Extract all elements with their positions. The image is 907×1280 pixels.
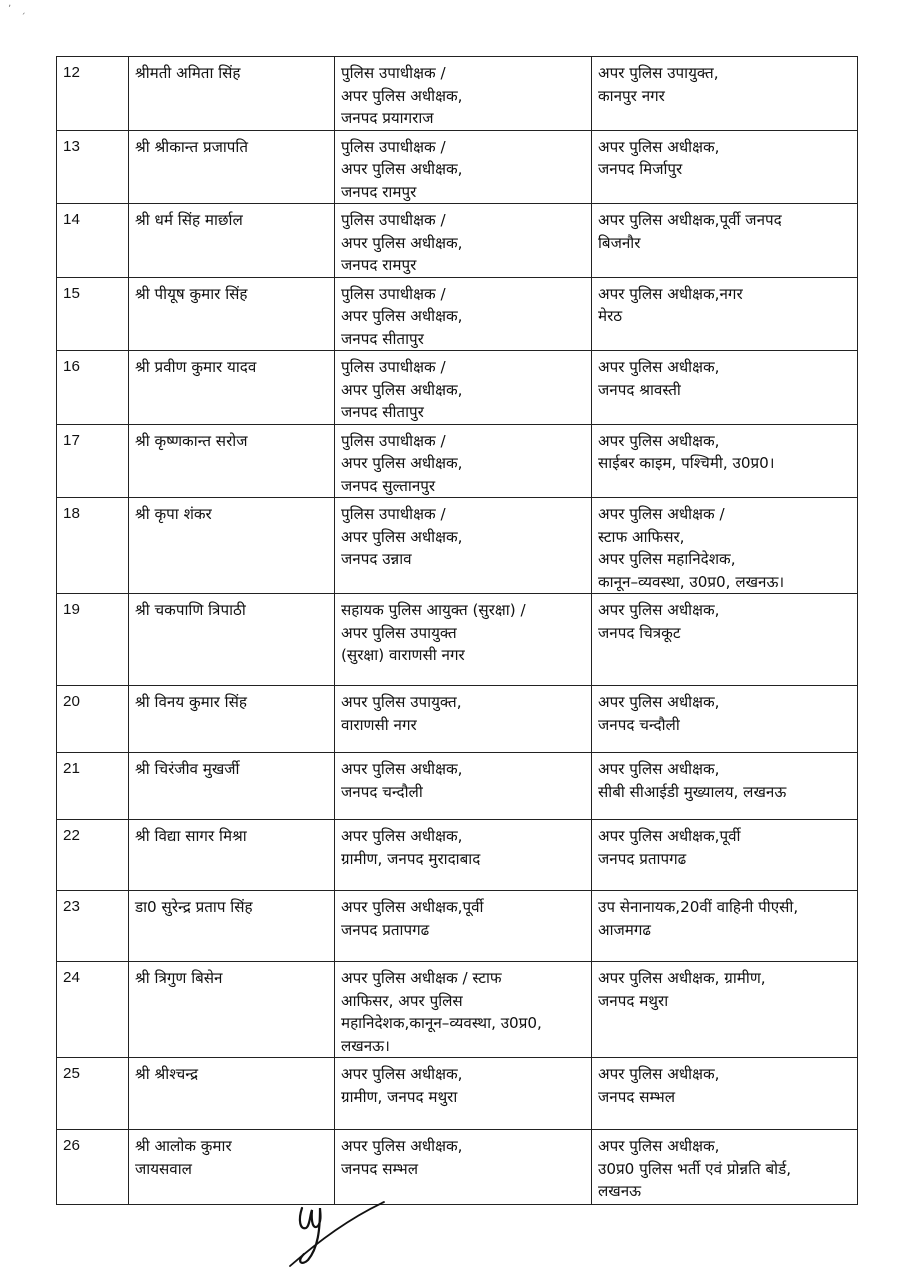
new-posting-line: आजमगढ xyxy=(598,920,651,939)
new-posting-line: साईबर काइम, पश्चिमी, उ0प्र0। xyxy=(598,454,775,472)
officer-name xyxy=(129,753,335,820)
new-posting xyxy=(592,498,858,594)
current-posting xyxy=(335,594,592,686)
current-posting-line: जनपद सीतापुर xyxy=(341,329,424,348)
current-posting-line: अपर पुलिस अधीक्षक, xyxy=(341,380,463,399)
current-posting-line: सहायक पुलिस आयुक्त (सुरक्षा) / xyxy=(341,601,526,619)
new-posting-line: अपर पुलिस अधीक्षक, xyxy=(598,693,720,711)
current-posting-line: ग्रामीण, जनपद मथुरा xyxy=(341,1087,458,1106)
serial-number: 18 xyxy=(57,498,129,594)
table-row xyxy=(57,277,858,351)
new-posting-line: जनपद मिर्जापुर xyxy=(598,160,683,178)
current-posting xyxy=(335,753,592,820)
current-posting-line: आफिसर, अपर पुलिस xyxy=(341,991,463,1010)
current-posting xyxy=(335,498,592,594)
officer-name xyxy=(129,130,335,204)
new-posting-line: अपर पुलिस अधीक्षक, xyxy=(598,760,720,778)
table-row xyxy=(57,753,858,820)
current-posting-line: जनपद रामपुर xyxy=(341,182,417,201)
new-posting-line: बिजनौर xyxy=(598,233,641,252)
officer-name-line: श्री आलोक कुमार xyxy=(135,1137,232,1155)
current-posting-line: अपर पुलिस उपायुक्त, xyxy=(341,693,462,711)
officer-name-line: श्री कृपा शंकर xyxy=(135,505,212,523)
new-posting xyxy=(592,204,858,278)
officer-name-line: श्री कृष्णकान्त सरोज xyxy=(135,431,248,450)
serial-number: 17 xyxy=(57,424,129,498)
officer-name xyxy=(129,57,335,131)
officer-name-line: श्री चकपाणि त्रिपाठी xyxy=(135,601,246,619)
current-posting-line: अपर पुलिस अधीक्षक, xyxy=(341,160,463,178)
current-posting-line: पुलिस उपाधीक्षक / xyxy=(341,284,446,303)
new-posting-line: कानून–व्यवस्था, उ0प्र0, लखनऊ। xyxy=(598,572,785,591)
table-row xyxy=(57,594,858,686)
current-posting-line: पुलिस उपाधीक्षक / xyxy=(341,211,446,229)
officer-name-line: जायसवाल xyxy=(135,1159,192,1178)
current-posting xyxy=(335,204,592,278)
current-posting-line: जनपद रामपुर xyxy=(341,256,417,274)
new-posting-line: जनपद चन्दौली xyxy=(598,715,680,734)
current-posting-line: लखनऊ। xyxy=(341,1036,390,1055)
new-posting-line: अपर पुलिस उपायुक्त, xyxy=(598,64,719,82)
current-posting-line: जनपद प्रतापगढ xyxy=(341,920,430,939)
new-posting-line: अपर पुलिस अधीक्षक, xyxy=(598,1137,720,1155)
new-posting-line: उप सेनानायक,20वीं वाहिनी पीएसी, xyxy=(598,898,799,916)
officer-name xyxy=(129,498,335,594)
new-posting-line: जनपद प्रतापगढ xyxy=(598,849,687,868)
new-posting xyxy=(592,962,858,1058)
current-posting-line: अपर पुलिस अधीक्षक, xyxy=(341,86,463,105)
new-posting xyxy=(592,351,858,425)
serial-number: 25 xyxy=(57,1058,129,1130)
new-posting-line: मेरठ xyxy=(598,307,623,325)
new-posting-line: जनपद चित्रकूट xyxy=(598,623,681,642)
officer-name xyxy=(129,1058,335,1130)
table-row xyxy=(57,57,858,131)
officer-name-line: श्री पीयूष कुमार सिंह xyxy=(135,284,248,303)
current-posting-line: (सुरक्षा) वाराणसी नगर xyxy=(341,646,465,664)
serial-number: 14 xyxy=(57,204,129,278)
new-posting xyxy=(592,686,858,753)
officer-name-line: श्री श्रीश्चन्द्र xyxy=(135,1065,199,1083)
current-posting-line: अपर पुलिस अधीक्षक, xyxy=(341,233,463,252)
new-posting xyxy=(592,57,858,131)
serial-number: 19 xyxy=(57,594,129,686)
table-row xyxy=(57,1058,858,1130)
new-posting xyxy=(592,1058,858,1130)
table-row xyxy=(57,891,858,962)
current-posting-line: पुलिस उपाधीक्षक / xyxy=(341,137,446,156)
transfer-table-body xyxy=(57,57,858,1205)
new-posting-line: अपर पुलिस अधीक्षक, ग्रामीण, xyxy=(598,969,766,987)
current-posting-line: अपर पुलिस अधीक्षक / स्टाफ xyxy=(341,969,502,987)
serial-number: 13 xyxy=(57,130,129,204)
serial-number: 20 xyxy=(57,686,129,753)
new-posting-line: अपर पुलिस अधीक्षक, xyxy=(598,137,720,156)
table-row xyxy=(57,424,858,498)
current-posting xyxy=(335,891,592,962)
table-row xyxy=(57,498,858,594)
serial-number: 21 xyxy=(57,753,129,820)
serial-number: 23 xyxy=(57,891,129,962)
new-posting xyxy=(592,753,858,820)
current-posting-line: अपर पुलिस अधीक्षक,पूर्वी xyxy=(341,898,484,916)
serial-number: 15 xyxy=(57,277,129,351)
current-posting-line: जनपद सुल्तानपुर xyxy=(341,476,436,495)
officer-name-line: श्री धर्म सिंह मार्छाल xyxy=(135,211,243,229)
officer-name-line: श्री विनय कुमार सिंह xyxy=(135,693,247,711)
transfer-table xyxy=(56,56,858,1205)
officer-name xyxy=(129,820,335,891)
officer-name xyxy=(129,277,335,351)
current-posting xyxy=(335,962,592,1058)
current-posting-line: अपर पुलिस अधीक्षक, xyxy=(341,454,463,472)
new-posting-line: जनपद मथुरा xyxy=(598,991,669,1010)
current-posting-line: अपर पुलिस अधीक्षक, xyxy=(341,827,463,845)
new-posting-line: सीबी सीआईडी मुख्यालय, लखनऊ xyxy=(598,782,787,801)
serial-number: 12 xyxy=(57,57,129,131)
current-posting-line: अपर पुलिस अधीक्षक, xyxy=(341,527,463,546)
new-posting-line: अपर पुलिस अधीक्षक,नगर xyxy=(598,284,743,303)
officer-name-line: श्री चिरंजीव मुखर्जी xyxy=(135,760,240,778)
officer-name-line: श्री विद्या सागर मिश्रा xyxy=(135,827,247,845)
current-posting xyxy=(335,820,592,891)
current-posting-line: जनपद उन्नाव xyxy=(341,550,412,568)
officer-name-line: डा0 सुरेन्द्र प्रताप सिंह xyxy=(135,898,253,916)
current-posting xyxy=(335,351,592,425)
new-posting-line: स्टाफ आफिसर, xyxy=(598,527,685,546)
current-posting-line: जनपद सीतापुर xyxy=(341,403,424,421)
new-posting xyxy=(592,1130,858,1205)
new-posting xyxy=(592,820,858,891)
current-posting xyxy=(335,424,592,498)
new-posting-line: अपर पुलिस महानिदेशक, xyxy=(598,550,736,568)
current-posting-line: पुलिस उपाधीक्षक / xyxy=(341,431,446,450)
serial-number: 16 xyxy=(57,351,129,425)
signature xyxy=(280,1190,390,1270)
new-posting-line: उ0प्र0 पुलिस भर्ती एवं प्रोन्नति बोर्ड, xyxy=(598,1159,792,1178)
officer-name xyxy=(129,891,335,962)
officer-name-line: श्री त्रिगुण बिसेन xyxy=(135,969,223,987)
current-posting-line: अपर पुलिस अधीक्षक, xyxy=(341,760,463,778)
current-posting-line: अपर पुलिस अधीक्षक, xyxy=(341,307,463,325)
new-posting-line: जनपद सम्भल xyxy=(598,1087,676,1106)
new-posting-line: अपर पुलिस अधीक्षक, xyxy=(598,431,720,450)
current-posting-line: जनपद चन्दौली xyxy=(341,782,423,801)
current-posting-line: अपर पुलिस अधीक्षक, xyxy=(341,1137,463,1155)
new-posting xyxy=(592,891,858,962)
current-posting xyxy=(335,277,592,351)
current-posting-line: वाराणसी नगर xyxy=(341,715,417,734)
table-row xyxy=(57,962,858,1058)
table-row xyxy=(57,204,858,278)
new-posting-line: अपर पुलिस अधीक्षक, xyxy=(598,358,720,376)
table-row xyxy=(57,351,858,425)
serial-number: 24 xyxy=(57,962,129,1058)
current-posting-line: पुलिस उपाधीक्षक / xyxy=(341,505,446,523)
current-posting-line: जनपद प्रयागराज xyxy=(341,109,434,127)
corner-marks: ʼ ˏ xyxy=(8,4,26,15)
officer-name-line: श्रीमती अमिता सिंह xyxy=(135,64,241,82)
officer-name xyxy=(129,686,335,753)
current-posting-line: महानिदेशक,कानून–व्यवस्था, उ0प्र0, xyxy=(341,1014,542,1032)
new-posting-line: अपर पुलिस अधीक्षक / xyxy=(598,505,725,523)
officer-name xyxy=(129,594,335,686)
officer-name xyxy=(129,962,335,1058)
new-posting-line: लखनऊ xyxy=(598,1182,642,1200)
officer-name-line: श्री प्रवीण कुमार यादव xyxy=(135,358,257,376)
current-posting xyxy=(335,57,592,131)
new-posting-line: अपर पुलिस अधीक्षक, xyxy=(598,1065,720,1083)
current-posting-line: पुलिस उपाधीक्षक / xyxy=(341,64,446,82)
current-posting xyxy=(335,130,592,204)
current-posting xyxy=(335,686,592,753)
new-posting xyxy=(592,424,858,498)
current-posting-line: पुलिस उपाधीक्षक / xyxy=(341,358,446,376)
officer-name-line: श्री श्रीकान्त प्रजापति xyxy=(135,137,249,156)
table-row xyxy=(57,130,858,204)
table-row xyxy=(57,820,858,891)
new-posting xyxy=(592,130,858,204)
serial-number: 26 xyxy=(57,1130,129,1205)
current-posting-line: जनपद सम्भल xyxy=(341,1159,419,1178)
new-posting-line: अपर पुलिस अधीक्षक,पूर्वी xyxy=(598,827,741,845)
new-posting-line: जनपद श्रावस्ती xyxy=(598,380,681,399)
current-posting xyxy=(335,1058,592,1130)
officer-name xyxy=(129,351,335,425)
current-posting-line: अपर पुलिस अधीक्षक, xyxy=(341,1065,463,1083)
new-posting-line: अपर पुलिस अधीक्षक, xyxy=(598,601,720,619)
new-posting-line: कानपुर नगर xyxy=(598,86,665,105)
table-row xyxy=(57,686,858,753)
serial-number: 22 xyxy=(57,820,129,891)
new-posting xyxy=(592,277,858,351)
new-posting xyxy=(592,594,858,686)
table-row xyxy=(57,1130,858,1205)
current-posting-line: अपर पुलिस उपायुक्त xyxy=(341,623,457,642)
new-posting-line: अपर पुलिस अधीक्षक,पूर्वी जनपद xyxy=(598,211,782,229)
current-posting-line: ग्रामीण, जनपद मुरादाबाद xyxy=(341,849,481,868)
officer-name xyxy=(129,424,335,498)
officer-name xyxy=(129,204,335,278)
